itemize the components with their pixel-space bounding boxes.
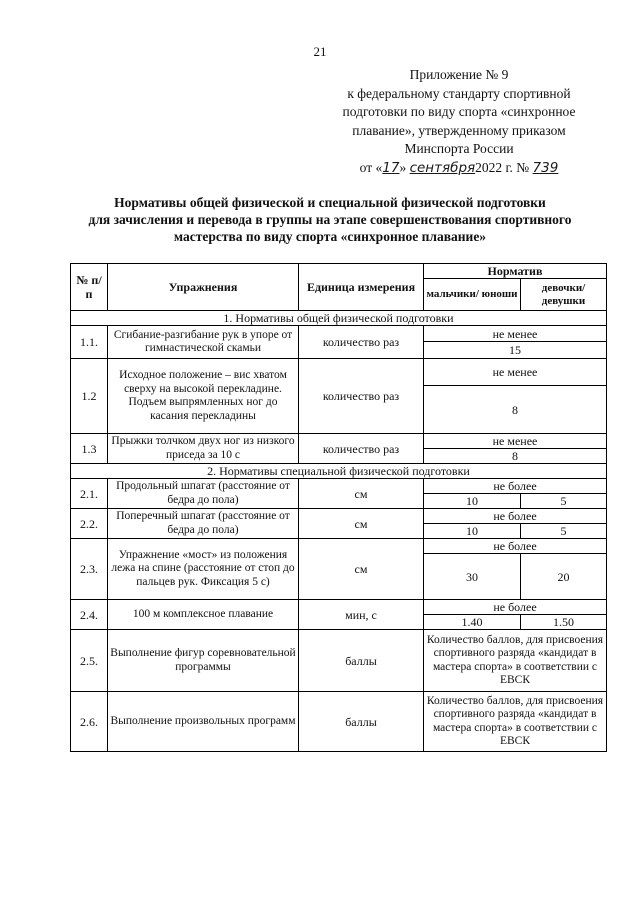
header-unit: Единица измерения bbox=[299, 264, 424, 311]
unit-cell: см bbox=[299, 479, 424, 509]
appendix-line: к федеральному стандарту спортивной bbox=[347, 85, 571, 101]
appendix-line: Минспорта России bbox=[404, 141, 514, 156]
handwritten-order-number: 739 bbox=[532, 159, 559, 176]
condition-cell: не менее bbox=[424, 434, 607, 449]
appendix-line: плавание», утвержденному приказом bbox=[352, 122, 566, 138]
appendix-line: подготовки по виду спорта «синхронное bbox=[342, 104, 576, 119]
value-girls: 20 bbox=[521, 554, 607, 600]
value-girls: 1.50 bbox=[521, 615, 607, 630]
condition-cell: не более bbox=[424, 600, 607, 615]
unit-cell: баллы bbox=[299, 630, 424, 692]
row-num: 1.1. bbox=[71, 326, 108, 359]
value-boys: 10 bbox=[424, 524, 521, 539]
unit-cell: см bbox=[299, 509, 424, 539]
handwritten-month: сентября bbox=[409, 159, 476, 176]
norm-text-cell: Количество баллов, для присвоения спортивного разряда «кандидат в мастера спорта» в соответствии с ЕВСК bbox=[424, 630, 607, 692]
value-boys: 10 bbox=[424, 494, 521, 509]
exercise-cell: Прыжки толчком двух ног из низкого приседа за 10 с bbox=[108, 434, 299, 464]
condition-cell: не более bbox=[424, 509, 607, 524]
norm-text-cell: Количество баллов, для присвоения спортивного разряда «кандидат в мастера спорта» в соответствии с ЕВСК bbox=[424, 692, 607, 752]
unit-cell: количество раз bbox=[299, 326, 424, 359]
page-number: 21 bbox=[313, 44, 327, 59]
value-cell: 8 bbox=[424, 386, 607, 434]
title-line: мастерства по виду спорта «синхронное плавание» bbox=[173, 229, 487, 244]
unit-cell: количество раз bbox=[299, 434, 424, 464]
appendix-header bbox=[326, 66, 592, 177]
unit-cell: мин, с bbox=[299, 600, 424, 630]
exercise-cell: Выполнение фигур соревновательной программы bbox=[108, 630, 299, 692]
exercise-cell: Упражнение «мост» из положения лежа на спине (расстояние от стоп до пальцев рук. Фиксация 5 с) bbox=[108, 539, 299, 600]
row-num: 1.3 bbox=[71, 434, 108, 464]
unit-cell: количество раз bbox=[299, 359, 424, 434]
title-line: для зачисления и перевода в группы на этапе совершенствования спортивного bbox=[88, 212, 572, 227]
unit-cell: баллы bbox=[299, 692, 424, 752]
exercise-cell: 100 м комплексное плавание bbox=[108, 600, 299, 630]
title-line: Нормативы общей физической и специальной физической подготовки bbox=[114, 195, 546, 210]
section-heading: 1. Нормативы общей физической подготовки bbox=[71, 311, 607, 326]
appendix-line: Приложение № 9 bbox=[409, 67, 509, 82]
date-year: 2022 г. № bbox=[475, 159, 530, 175]
exercise-cell: Исходное положение – вис хватом сверху на высокой перекладине. Подъем выпрямленных ног до касания перекладины bbox=[108, 359, 299, 434]
row-num: 2.1. bbox=[71, 479, 108, 509]
value-girls: 5 bbox=[521, 494, 607, 509]
value-cell: 8 bbox=[424, 449, 607, 464]
standards-table bbox=[70, 263, 607, 752]
date-prefix: от « bbox=[359, 159, 383, 175]
header-norm: Норматив bbox=[424, 264, 607, 279]
document-title bbox=[60, 194, 600, 245]
handwritten-day: 17 bbox=[382, 159, 400, 176]
value-boys: 1.40 bbox=[424, 615, 521, 630]
exercise-cell: Выполнение произвольных программ bbox=[108, 692, 299, 752]
condition-cell: не более bbox=[424, 539, 607, 554]
exercise-cell: Продольный шпагат (расстояние от бедра до пола) bbox=[108, 479, 299, 509]
condition-cell: не менее bbox=[424, 359, 607, 386]
section-heading: 2. Нормативы специальной физической подготовки bbox=[71, 464, 607, 479]
header-girls: девочки/ девушки bbox=[521, 279, 607, 311]
row-num: 2.6. bbox=[71, 692, 108, 752]
row-num: 1.2 bbox=[71, 359, 108, 434]
row-num: 2.5. bbox=[71, 630, 108, 692]
row-num: 2.2. bbox=[71, 509, 108, 539]
condition-cell: не более bbox=[424, 479, 607, 494]
value-girls: 5 bbox=[521, 524, 607, 539]
row-num: 2.3. bbox=[71, 539, 108, 600]
order-date-line: от «17» сентября2022 г. № 739 bbox=[359, 159, 559, 176]
value-boys: 30 bbox=[424, 554, 521, 600]
header-num: № п/п bbox=[71, 264, 108, 311]
value-cell: 15 bbox=[424, 342, 607, 359]
header-exercise: Упражнения bbox=[108, 264, 299, 311]
header-boys: мальчики/ юноши bbox=[424, 279, 521, 311]
exercise-cell: Поперечный шпагат (расстояние от бедра до пола) bbox=[108, 509, 299, 539]
row-num: 2.4. bbox=[71, 600, 108, 630]
condition-cell: не менее bbox=[424, 326, 607, 342]
unit-cell: см bbox=[299, 539, 424, 600]
exercise-cell: Сгибание-разгибание рук в упоре от гимнастической скамьи bbox=[108, 326, 299, 359]
